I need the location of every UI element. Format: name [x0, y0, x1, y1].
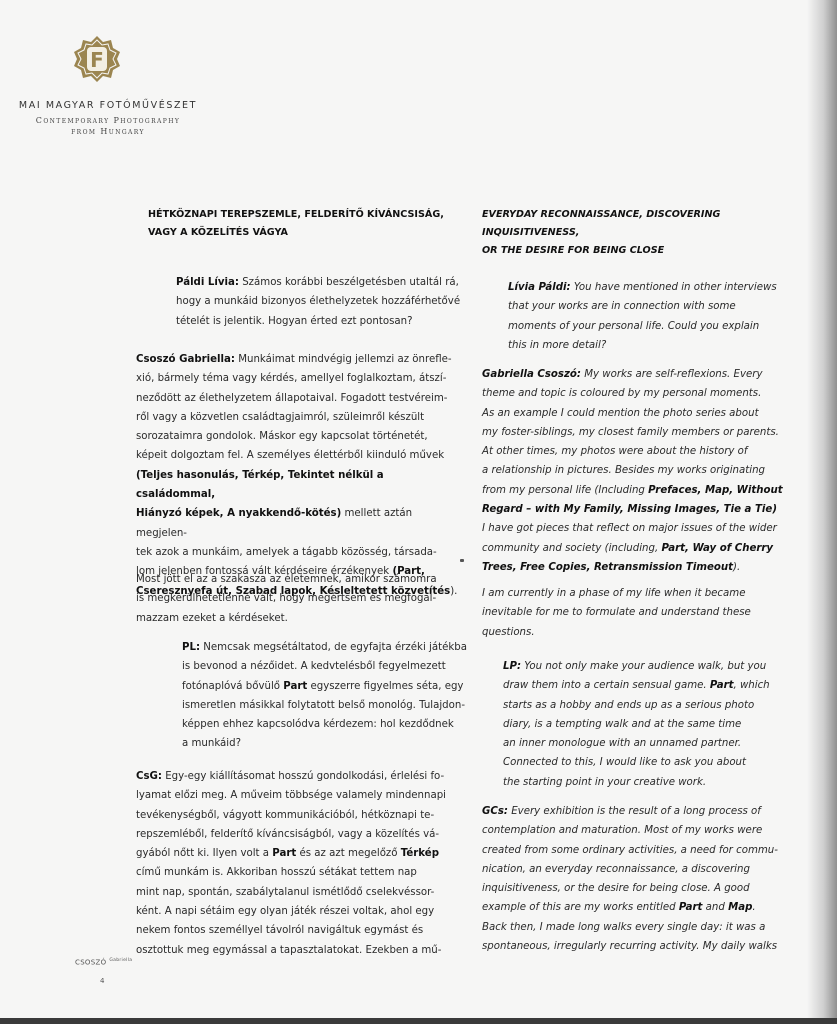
speaker-label: Lívia Páldi: [508, 282, 571, 293]
text-span: ). [732, 561, 741, 573]
text-line: ként. A napi sétáim egy olyan játék részei voltak, ahol egy [136, 906, 435, 918]
text-line: a relationship in pictures. Besides my works originating [482, 465, 766, 477]
interview-answer-2-hu [136, 767, 466, 960]
text-line: ismeretlen másikkal folytatott belső monológ. Tulajdon- [182, 699, 466, 711]
text-line: spontaneous, irregularly recurring activity. My daily walks [482, 941, 778, 953]
brand-title-hungarian: MAI MAGYAR FOTÓMŰVÉSZET [18, 100, 198, 111]
text-line: lyamat előzi meg. A műveim többsége valamely mindennapi [136, 790, 447, 802]
text-line: an inner monologue with an unnamed partner. [503, 738, 742, 750]
text-line: tételét is jelentik. Hogyan érted ezt pontosan? [176, 315, 413, 327]
brand-en-line1: Contemporary Photography [35, 116, 181, 125]
text-line [482, 558, 802, 577]
section-heading-english [482, 206, 802, 260]
interview-question-1-en [508, 278, 808, 355]
text-line [136, 466, 466, 505]
text-line: As an example I could mention the photo series about [482, 407, 759, 419]
text-line: mint nap, spontán, szabálytalanul ismétlődő cselekvéssor- [136, 886, 435, 898]
text-line [182, 638, 472, 657]
text-line: diary, is a tempting walk and at the same time [503, 718, 742, 730]
interview-question-2-hu [182, 638, 472, 754]
text-span: ). [450, 585, 458, 597]
text-span: Egy-egy kiállításomat hosszú gondolkodási, érlelési fo- [165, 771, 445, 782]
text-span: gyából nőtt ki. Ilyen volt a [136, 848, 273, 860]
text-line: is megkerülhetetlenné vált, hogy megértsem és megfogal- [136, 593, 437, 605]
text-line: my foster-siblings, my closest family members or parents. [482, 426, 779, 438]
text-line: tevékenységből, vágyott kommunikációból, hétköznapi te- [136, 809, 435, 821]
text-span: Munkáimat mindvégig jellemzi az önrefle- [238, 354, 452, 365]
text-line [136, 350, 466, 369]
text-line: that your works are in connection with some [508, 301, 736, 313]
paragraph [176, 273, 476, 292]
work-titles: Part, Way of Cherry [661, 542, 774, 554]
text-line [482, 365, 802, 384]
text-line: created from some ordinary activities, a need for commu- [482, 844, 778, 856]
text-line [482, 898, 802, 917]
text-line: ről vagy a közvetlen családtagjaimról, szüleimről készült [136, 411, 425, 423]
work-title: Part [283, 680, 308, 692]
interview-answer-2-en [482, 802, 802, 956]
text-line [503, 657, 803, 676]
text-span: and [702, 902, 729, 914]
text-line [482, 481, 802, 500]
interview-question-1-hu [176, 273, 476, 331]
speaker-label: Csoszó Gabriella: [136, 354, 235, 365]
text-line: moments of your personal life. Could you explain [508, 320, 760, 332]
work-titles: Prefaces, Map, Without [648, 484, 783, 496]
text-line: the starting point in your creative work. [503, 776, 707, 788]
text-line: theme and topic is coloured by my personal moments. [482, 388, 762, 400]
text-line [136, 767, 466, 786]
text-span: community and society (including, [482, 542, 662, 554]
text-line: mazzam ezeket a kérdéseket. [136, 612, 288, 624]
text-line: neződött az élethelyzetem állapotaival. Fogadott testvéreim- [136, 392, 448, 404]
text-span: You not only make your audience walk, but you [524, 661, 767, 672]
text-line [503, 676, 803, 695]
work-title: Part [709, 680, 734, 692]
magazine-logo-icon [74, 36, 120, 82]
text-line: Most jött el az a szakasza az életemnek, amikor számomra [136, 574, 437, 585]
text-line [182, 677, 472, 696]
scan-bottom-edge [0, 1018, 837, 1024]
text-line: Számos korábbi beszélgetésben utaltál rá, [242, 277, 459, 288]
text-line: képpen ehhez kapcsolódva kérdezem: hol kezdődnek [182, 719, 454, 731]
scan-speck [460, 559, 464, 562]
text-line: questions. [482, 626, 535, 638]
text-line [136, 504, 466, 543]
text-line: starts as a hobby and ends up as a serious photo [503, 699, 755, 711]
text-line: Back then, I made long walks every single day: it was a [482, 921, 766, 933]
text-line: Connected to this, I would like to ask you about [503, 757, 746, 769]
text-span: example of this are my works entitled [482, 902, 679, 914]
text-line: című munkám is. Akkoriban hosszú sétákat tettem nap [136, 867, 417, 879]
text-span: draw them into a certain sensual game. [503, 680, 710, 692]
text-line [482, 539, 802, 558]
speaker-label: LP: [503, 661, 522, 672]
text-line: tek azok a munkáim, amelyek a tágabb közösség, társada- [136, 546, 437, 558]
speaker-label: GCs: [482, 806, 508, 817]
section-heading-hungarian [148, 206, 468, 242]
text-line: a munkáid? [182, 738, 241, 750]
text-line: contemplation and maturation. Most of my works were [482, 825, 763, 837]
text-span: from my personal life (Including [482, 484, 649, 496]
text-line: nekem fontos személlyel távolról navigáltuk egymást és [136, 925, 424, 937]
artist-surname: CSOSZÓ [75, 958, 107, 967]
text-line: inevitable for me to formulate and understand these [482, 607, 751, 619]
text-line: xió, bármely téma vagy kérdés, amellyel foglalkoztam, átszí- [136, 373, 447, 385]
work-titles: (Part, [392, 566, 425, 578]
text-span: lom jelenben fontossá vált kérdéseire érzékenyek [136, 566, 393, 578]
text-line: I am currently in a phase of my life when it became [482, 588, 746, 599]
interview-question-2-en [503, 657, 803, 792]
work-title: Map [728, 902, 753, 914]
text-line: nication, an everyday reconnaissance, a discovering [482, 863, 750, 875]
interview-answer-1-en [482, 365, 802, 577]
work-title: Part [678, 902, 703, 914]
interview-answer-1b-en [482, 584, 802, 642]
text-span: és az azt megelőző [296, 848, 401, 860]
text-span: . [752, 902, 756, 914]
text-line [482, 500, 802, 519]
text-line: repszemléből, felderítő kíváncsiságból, vagy a közelítés vá- [136, 828, 440, 840]
brand-en-line2: from Hungary [71, 127, 145, 136]
text-line: I have got pieces that reflect on major issues of the wider [482, 523, 777, 535]
text-line [508, 278, 808, 297]
text-span: Every exhibition is the result of a long process of [511, 806, 761, 817]
interview-answer-1b-hu [136, 570, 466, 628]
logo-letter: F [90, 48, 104, 72]
work-titles: (Teljes hasonulás, Térkép, Tekintet nélkül a családommal, [136, 469, 384, 501]
interview-answer-1-hu [136, 350, 466, 601]
work-titles: Regard – with My Family, Missing Images, Tie a Tie) [482, 504, 777, 516]
speaker-label: CsG: [136, 771, 162, 782]
text-line [136, 844, 466, 863]
text-line: this in more detail? [508, 339, 607, 351]
brand-title-english [18, 115, 198, 137]
heading-line: VAGY A KÖZELÍTÉS VÁGYA [148, 227, 288, 238]
text-line: At other times, my photos were about the history of [482, 446, 748, 458]
text-line: osztottuk meg egymással a tapasztalatokat. Ezekben a mű- [136, 944, 442, 956]
page-number: 4 [100, 977, 105, 985]
page-edge-shadow [807, 0, 837, 1024]
work-title: Part [272, 848, 297, 860]
text-span: , which [733, 680, 770, 692]
text-span: fotónaplóvá bővülő [182, 680, 284, 692]
heading-line: OR THE DESIRE FOR BEING CLOSE [482, 245, 665, 256]
artist-firstname: Gabriella [109, 958, 133, 963]
text-line [482, 802, 802, 821]
speaker-label: Gabriella Csoszó: [482, 369, 581, 380]
text-line: képeit dolgoztam fel. A személyes élettérből kiinduló művek [136, 450, 445, 462]
text-span: mellett aztán megjelen- [136, 508, 413, 539]
text-span: You have mentioned in other interviews [573, 282, 777, 293]
work-titles: Hiányzó képek, A nyakkendő-kötés) [136, 508, 342, 520]
footer-artist-name [75, 958, 132, 966]
work-title: Térkép [400, 848, 439, 860]
speaker-label: PL: [182, 642, 201, 653]
text-span: egyszerre figyelmes séta, egy [307, 680, 464, 692]
text-line: sorozataimra gondolok. Máskor egy kapcsolat történetét, [136, 431, 428, 443]
work-titles: Cseresznyefa út, Szabad lapok, Késleltetett közvetítés [136, 585, 451, 597]
text-span: My works are self-reflexions. Every [584, 369, 763, 380]
work-titles: Trees, Free Copies, Retransmission Timeout [482, 561, 733, 573]
text-line: hogy a munkáid bizonyos élethelyzetek hozzáférhetővé [176, 296, 461, 308]
text-span: Nemcsak megsétáltatod, de egyfajta érzéki játékba [203, 642, 467, 653]
text-line: is bevonod a nézőidet. A kedvtelésből fegyelmezett [182, 661, 446, 673]
text-line: inquisitiveness, or the desire for being close. A good [482, 883, 750, 895]
heading-line: HÉTKÖZNAPI TEREPSZEMLE, FELDERÍTŐ KÍVÁNCSISÁG, [148, 209, 444, 220]
heading-line: EVERYDAY RECONNAISSANCE, DISCOVERING INQUISITIVENESS, [482, 209, 721, 238]
speaker-label: Páldi Lívia: [176, 277, 239, 288]
